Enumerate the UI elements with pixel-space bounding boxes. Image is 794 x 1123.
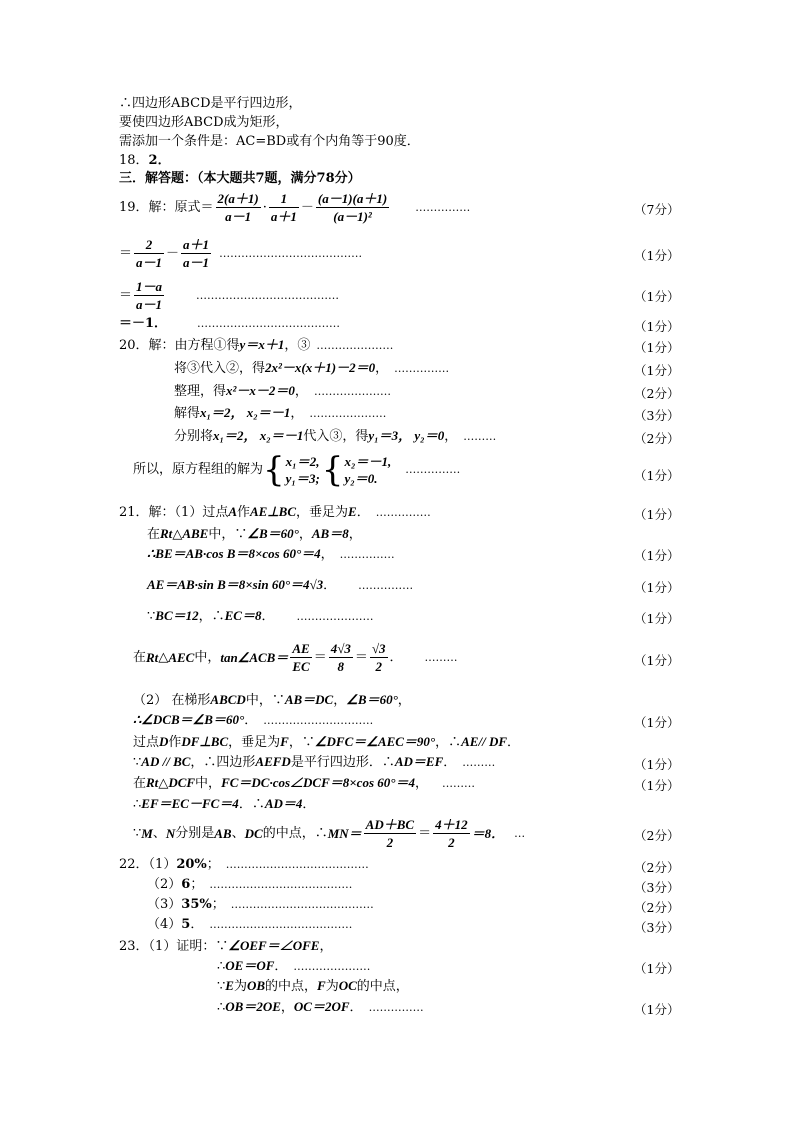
score: （1分） xyxy=(634,961,680,976)
score: （7分） xyxy=(634,202,680,217)
score: （2分） xyxy=(634,386,680,401)
q20-line6: 所以，原方程组的解为 { x₁＝2, y₁＝3; { x₂＝－1, y₂＝0. …………… xyxy=(133,450,461,490)
score: （1分） xyxy=(634,289,680,304)
text-line: ∴四边形ABCD是平行四边形， xyxy=(119,96,302,111)
score: （1分） xyxy=(634,778,680,793)
score: （1分） xyxy=(634,611,680,626)
score: （3分） xyxy=(634,920,680,935)
q20-line1: 20．解：由方程①得y＝x＋1，③ ………………… xyxy=(119,337,394,353)
q22-line3: （3）35%； ………………………………… xyxy=(147,897,374,912)
score: （2分） xyxy=(634,900,680,915)
q21-line3: ∴BE＝AB·cos B＝8×cos 60°＝4， …………… xyxy=(147,546,395,562)
q21-line10: ∵AD // BC，∴四边形AEFD是平行四边形．∴AD＝EF． ……… xyxy=(133,754,496,770)
text-line: 需添加一个条件是：AC=BD或有个内角等于90度． xyxy=(119,134,420,149)
q23-line3: ∵E为OB的中点，F为OC的中点， xyxy=(217,978,409,994)
q20-line2: 将③代入②，得2x²－x(x＋1)－2＝0， …………… xyxy=(174,360,450,376)
q23-line1: 23．（1）证明：∵∠OEF＝∠OFE， xyxy=(119,938,333,954)
q19-line4: ＝－1． ………………………………… xyxy=(119,316,341,331)
q21-line11: 在Rt△DCF中，FC＝DC·cos∠DCF＝8×cos 60°＝4， ……… xyxy=(133,775,475,791)
score: （1分） xyxy=(634,653,680,668)
q21-line2: 在Rt△ABE中，∵∠B＝60°，AB＝8， xyxy=(147,526,362,542)
q22-line2: （2）6； ………………………………… xyxy=(147,877,353,892)
score: （2分） xyxy=(634,431,680,446)
q23-line4: ∴OB＝2OE，OC＝2OF． …………… xyxy=(217,999,424,1015)
q21-line12: ∴EF＝EC－FC＝4．∴AD＝4． xyxy=(133,796,316,812)
section-title: 三．解答题：（本大题共7题，满分78分） xyxy=(119,171,361,186)
q21-line6: 在 Rt △ AEC 中， tan∠ACB＝ $\frac{AE}{EC}$ ＝ $\frac{4√3}{8}$ ＝ $\frac{√3}{2}$ ． ……… xyxy=(133,641,458,674)
score: （2分） xyxy=(634,828,680,843)
score: （1分） xyxy=(634,548,680,563)
q21-line8: ∴∠DCB＝∠B＝60°． ………………………… xyxy=(133,712,374,728)
score: （1分） xyxy=(634,715,680,730)
q21-line1: 21．解：（1）过点A作AE⊥BC，垂足为E． …………… xyxy=(119,504,431,520)
q20-line4: 解得x₁＝2， x₂＝－1， ………………… xyxy=(174,405,387,421)
score: （1分） xyxy=(634,757,680,772)
score: （1分） xyxy=(634,468,680,483)
score: （1分） xyxy=(634,507,680,522)
q22-line1: 22．（1）20%； ………………………………… xyxy=(119,857,369,872)
q21-line9: 过点D作DF⊥BC，垂足为F，∵∠DFC＝∠AEC＝90°，∴AE// DF． xyxy=(133,734,521,750)
text-line: 要使四边形ABCD成为矩形， xyxy=(119,115,289,130)
q23-line2: ∴OE＝OF． ………………… xyxy=(217,958,371,974)
q21-line13: ∵ M 、 N 分别是 AB 、 DC 的中点，∴ MN＝ $\frac{AD+BC}{2}$ ＝ $\frac{4+12}{2}$ ＝8． … xyxy=(133,817,526,850)
score: （1分） xyxy=(634,340,680,355)
q21-line5: ∵BC＝12，∴EC＝8． ………………… xyxy=(147,608,374,624)
q20-line5: 分别将x₁＝2， x₂＝－1代入③，得y₁＝3， y₂＝0， ……… xyxy=(174,428,497,444)
q19-line2: ＝ $\frac{2}{a-1}$ － $\frac{a+1}{a-1}$ ………………………………… xyxy=(119,237,363,270)
q21-line7: （2） 在梯形ABCD中，∵AB＝DC，∠B＝60°， xyxy=(133,692,411,708)
q19-line1: 19．解：原式＝ $\frac{2(a+1)}{a-1}$ · $\frac{1}{a+1}$ － $\frac{(a-1)(a+1)}{\text{(a－1)²}}$ …………… xyxy=(119,191,471,224)
q21-line4: AE＝AB·sin B＝8×sin 60°＝4√3． …………… xyxy=(147,577,414,593)
q20-line3: 整理，得x²－x－2＝0， ………………… xyxy=(174,383,391,399)
score: （3分） xyxy=(634,408,680,423)
score: （3分） xyxy=(634,880,680,895)
score: （1分） xyxy=(634,248,680,263)
q22-line4: （4）5． ………………………………… xyxy=(147,917,353,932)
score: （2分） xyxy=(634,860,680,875)
q19-line3: ＝ $\frac{1-a}{a-1}$ ………………………………… xyxy=(119,279,340,312)
q18-line: 18．2． xyxy=(119,153,171,168)
score: （1分） xyxy=(634,1002,680,1017)
score: （1分） xyxy=(634,319,680,334)
score: （1分） xyxy=(634,363,680,378)
score: （1分） xyxy=(634,580,680,595)
